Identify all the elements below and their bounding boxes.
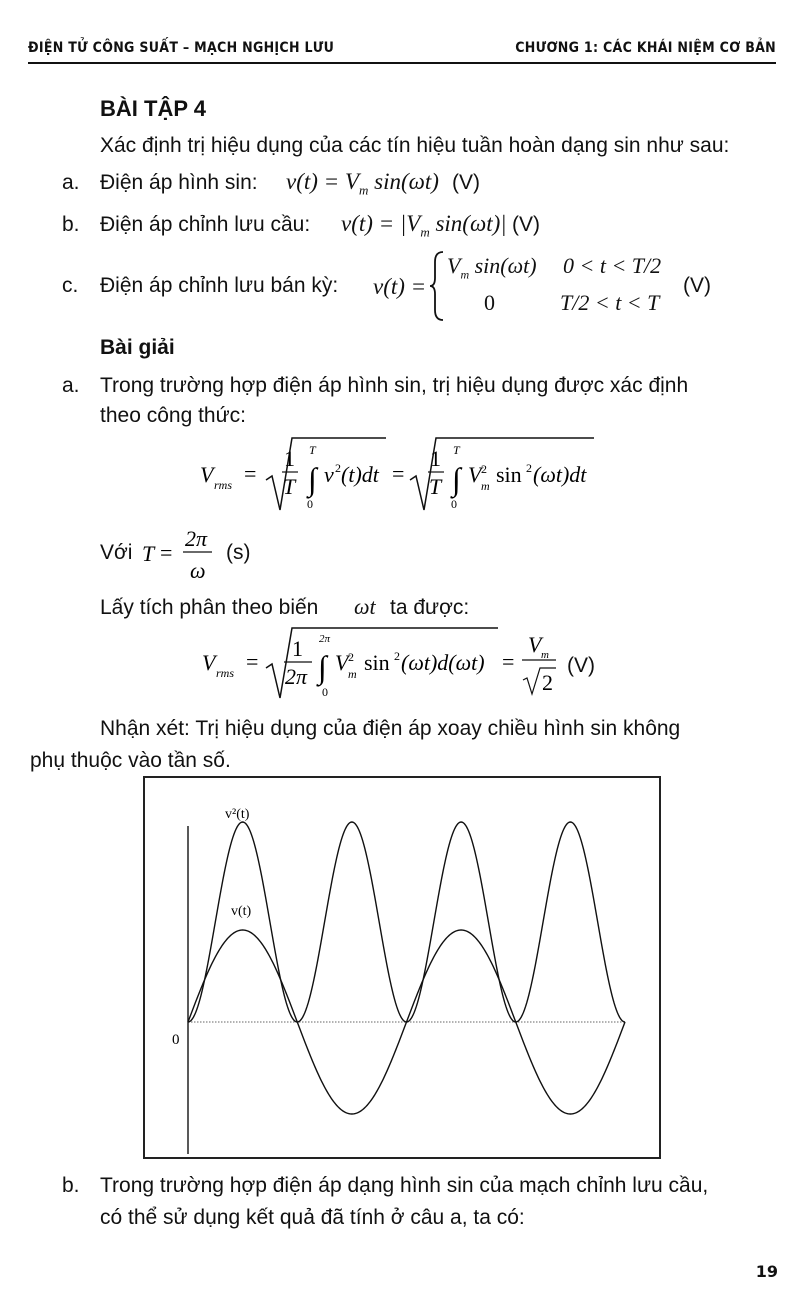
solution-a-marker: a. bbox=[62, 374, 80, 397]
svg-text:m: m bbox=[541, 649, 549, 661]
running-header bbox=[28, 36, 776, 64]
svg-text:V: V bbox=[528, 632, 542, 657]
svg-text:2: 2 bbox=[394, 649, 400, 663]
svg-text:V: V bbox=[202, 650, 216, 675]
exercise-intro: Xác định trị hiệu dụng của các tín hiệu tuần hoàn dạng sin như sau: bbox=[100, 134, 730, 157]
item-c-marker: c. bbox=[62, 274, 79, 297]
item-b-unit: (V) bbox=[512, 213, 540, 236]
svg-text:=: = bbox=[392, 461, 405, 486]
series-label-v-squared: v²(t) bbox=[225, 807, 250, 822]
page-number: 19 bbox=[755, 1262, 778, 1281]
svg-text:1: 1 bbox=[284, 446, 295, 471]
integral-line: Lấy tích phân theo biến bbox=[100, 596, 319, 619]
item-c-text: Điện áp chỉnh lưu bán kỳ: bbox=[100, 274, 339, 297]
item-b-text: Điện áp chỉnh lưu cầu: bbox=[100, 213, 311, 236]
svg-text:sin: sin bbox=[496, 462, 522, 487]
svg-text:0: 0 bbox=[322, 685, 328, 699]
svg-text:1: 1 bbox=[292, 636, 303, 661]
svg-text:2: 2 bbox=[542, 670, 553, 695]
series-v-squared-line bbox=[188, 822, 625, 1022]
rms-result-formula bbox=[200, 622, 570, 704]
item-a-text: Điện áp hình sin: bbox=[100, 171, 258, 194]
header-book-title: ĐIỆN TỬ CÔNG SUẤT – MẠCH NGHỊCH LƯU bbox=[28, 40, 335, 56]
svg-text:T: T bbox=[453, 443, 460, 457]
svg-text:V: V bbox=[468, 462, 482, 487]
svg-text:2: 2 bbox=[481, 462, 487, 476]
svg-text:=: = bbox=[502, 649, 515, 674]
svg-text:2: 2 bbox=[526, 461, 532, 475]
solution-b-line1: Trong trường hợp điện áp dạng hình sin của mạch chỉnh lưu cầu, bbox=[100, 1174, 709, 1197]
svg-text:T: T bbox=[283, 474, 296, 499]
item-c-case2: 0 bbox=[484, 290, 495, 315]
item-c-cond1: 0 < t < T/2 bbox=[563, 253, 662, 278]
svg-text:rms: rms bbox=[216, 666, 235, 680]
svg-text:(ωt)dt: (ωt)dt bbox=[533, 462, 587, 487]
item-c-lhs: v(t) = bbox=[373, 274, 427, 299]
svg-text:2π: 2π bbox=[319, 633, 331, 645]
svg-text:2π: 2π bbox=[185, 526, 208, 551]
solution-b-marker: b. bbox=[62, 1174, 80, 1197]
zero-label: 0 bbox=[172, 1032, 180, 1048]
svg-text:V: V bbox=[200, 462, 214, 487]
svg-text:2π: 2π bbox=[285, 664, 308, 689]
svg-text:T: T bbox=[309, 443, 316, 457]
svg-text:m: m bbox=[481, 479, 490, 493]
period-formula bbox=[140, 520, 220, 586]
item-a-unit: (V) bbox=[452, 171, 480, 194]
svg-text:=: = bbox=[246, 649, 259, 674]
header-chapter-title: CHƯƠNG 1: CÁC KHÁI NIỆM CƠ BẢN bbox=[515, 40, 776, 56]
item-a-marker: a. bbox=[62, 171, 80, 194]
waveform-chart bbox=[143, 776, 661, 1159]
svg-text:rms: rms bbox=[214, 478, 233, 492]
svg-text:=: = bbox=[244, 461, 257, 486]
item-c-case1: $V_m$ sin(ωt) bbox=[447, 253, 537, 282]
solution-title: Bài giải bbox=[100, 336, 175, 359]
svg-text:∫: ∫ bbox=[318, 649, 327, 685]
rms-formula bbox=[196, 432, 616, 518]
svg-text:T: T bbox=[142, 541, 155, 566]
left-brace bbox=[428, 250, 446, 322]
svg-text:T: T bbox=[429, 474, 442, 499]
exercise-title: BÀI TẬP 4 bbox=[100, 96, 206, 121]
svg-text:0: 0 bbox=[307, 497, 313, 511]
item-b-formula: $v(t) = |V_m$ sin(ωt)| bbox=[341, 211, 507, 240]
solution-b-line2: có thể sử dụng kết quả đã tính ở câu a, ta có: bbox=[100, 1206, 525, 1229]
svg-text:0: 0 bbox=[451, 497, 457, 511]
svg-text:2: 2 bbox=[348, 650, 354, 664]
series-v-line bbox=[188, 930, 625, 1114]
svg-text:(ωt)d(ωt): (ωt)d(ωt) bbox=[401, 650, 485, 675]
svg-text:∫: ∫ bbox=[452, 461, 461, 497]
remark-line1: Nhận xét: Trị hiệu dụng của điện áp xoay chiều hình sin không bbox=[100, 717, 681, 740]
item-c-cond2: T/2 < t < T bbox=[560, 290, 660, 315]
solution-a-line2: theo công thức: bbox=[100, 404, 246, 427]
series-label-v: v(t) bbox=[231, 904, 252, 919]
item-b-marker: b. bbox=[62, 213, 80, 236]
solution-a-line1: Trong trường hợp điện áp hình sin, trị hiệu dụng được xác định bbox=[100, 374, 689, 397]
svg-text:V: V bbox=[335, 650, 349, 675]
svg-text:(t)dt: (t)dt bbox=[341, 462, 379, 487]
remark-line2: phụ thuộc vào tần số. bbox=[30, 749, 231, 772]
svg-text:ω: ω bbox=[190, 558, 206, 583]
with-label: Với bbox=[100, 541, 133, 564]
svg-text:2: 2 bbox=[335, 461, 341, 475]
svg-text:∫: ∫ bbox=[308, 461, 317, 497]
result-unit: (V) bbox=[567, 654, 595, 677]
integral-variable: ωt bbox=[354, 594, 376, 619]
item-c-unit: (V) bbox=[683, 274, 711, 297]
period-unit: (s) bbox=[226, 541, 251, 564]
integral-tail: ta được: bbox=[390, 596, 470, 619]
svg-text:v: v bbox=[324, 462, 334, 487]
item-a-formula: $v(t) = V_m$ sin(ωt) bbox=[286, 169, 439, 198]
svg-text:1: 1 bbox=[430, 446, 441, 471]
svg-text:=: = bbox=[160, 540, 173, 565]
svg-text:m: m bbox=[348, 667, 357, 681]
svg-text:sin: sin bbox=[364, 650, 390, 675]
waveform-plot bbox=[145, 778, 659, 1157]
